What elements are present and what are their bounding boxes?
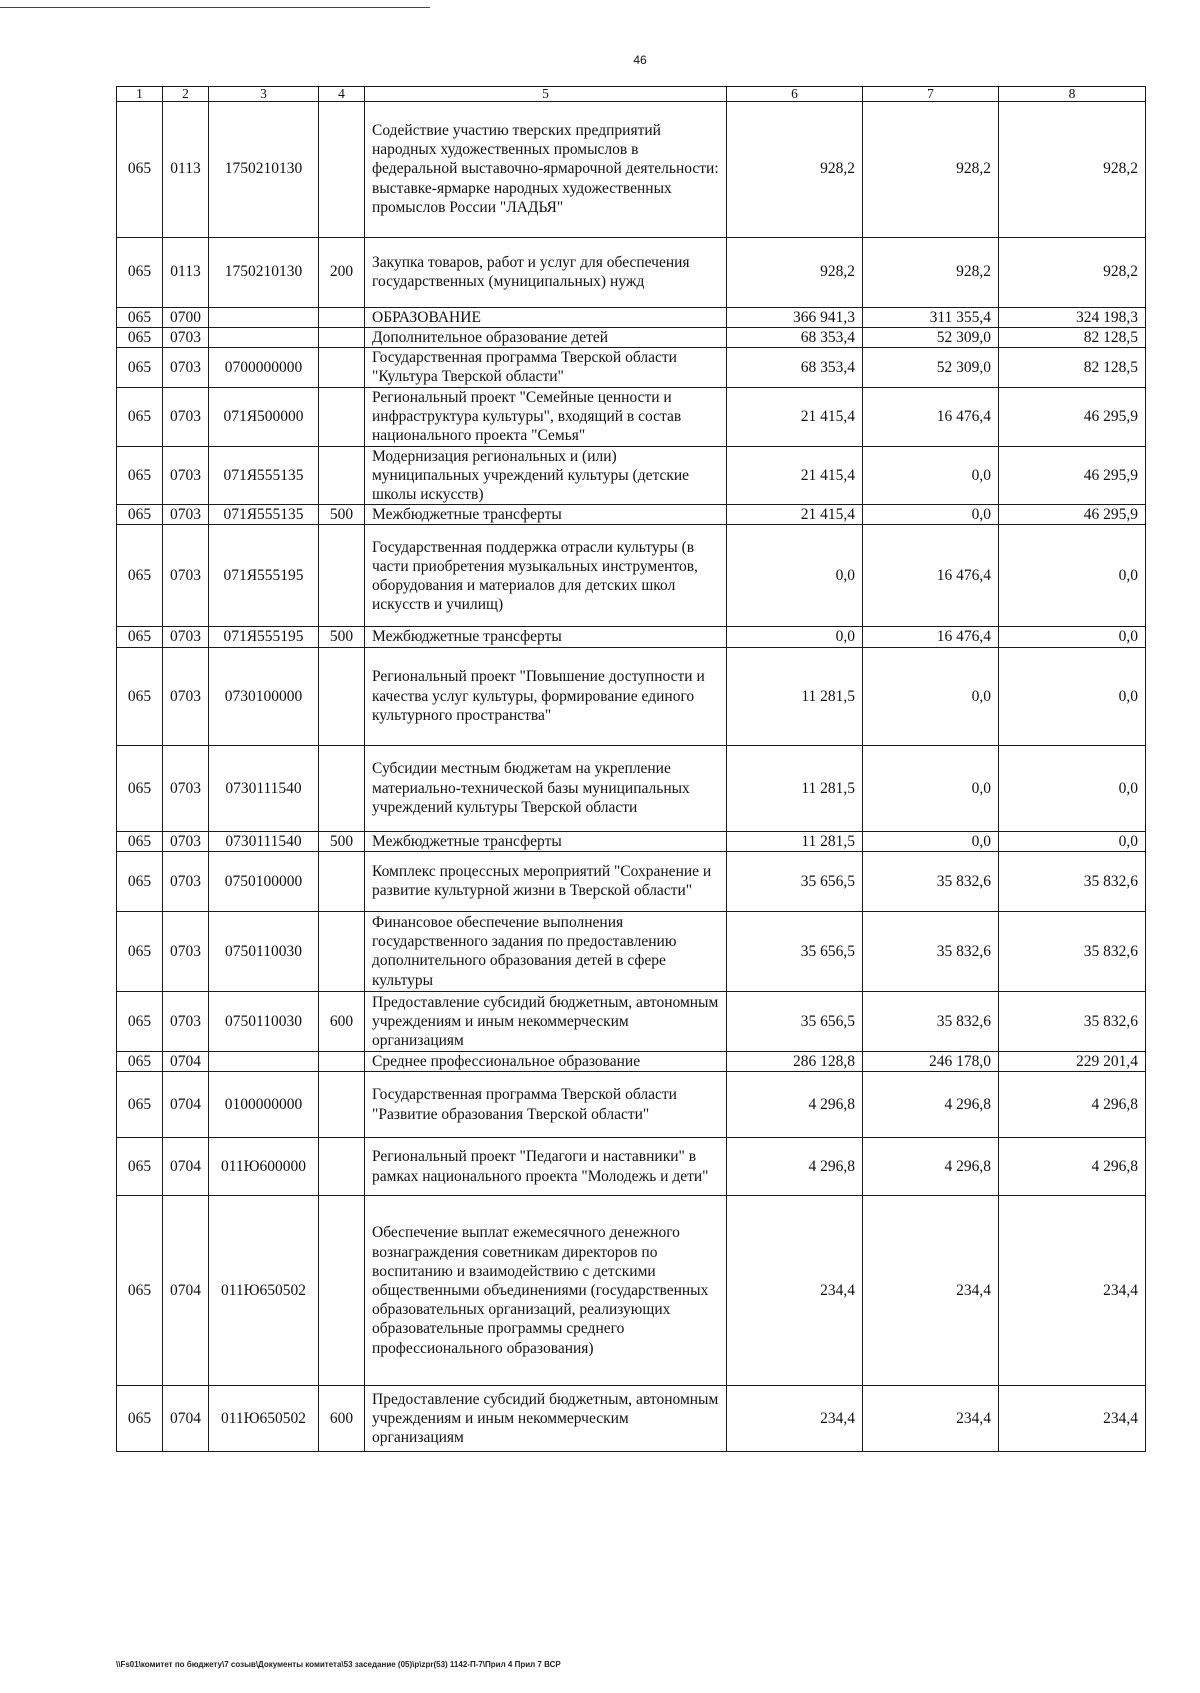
target-article-cell bbox=[209, 307, 319, 327]
amount-col8-cell: 4 296,8 bbox=[999, 1138, 1146, 1196]
admin-code-cell: 065 bbox=[117, 347, 163, 387]
section-code-cell: 0703 bbox=[163, 347, 209, 387]
amount-col8-cell: 82 128,5 bbox=[999, 327, 1146, 347]
expense-type-cell bbox=[319, 1196, 365, 1386]
section-code-cell: 0703 bbox=[163, 991, 209, 1051]
description-cell: Региональный проект "Повышение доступности и качества услуг культуры, формирование единого культурного пространства" bbox=[365, 647, 727, 745]
expense-type-cell bbox=[319, 307, 365, 327]
amount-col6-cell: 21 415,4 bbox=[727, 387, 863, 446]
table-row bbox=[117, 1072, 1146, 1138]
table-row bbox=[117, 745, 1146, 831]
section-code-cell: 0703 bbox=[163, 525, 209, 627]
table-row bbox=[117, 327, 1146, 347]
description-cell: Дополнительное образование детей bbox=[365, 327, 727, 347]
table-row bbox=[117, 627, 1146, 647]
target-article-cell: 011Ю650502 bbox=[209, 1386, 319, 1452]
admin-code-cell: 065 bbox=[117, 851, 163, 911]
target-article-cell: 0750100000 bbox=[209, 851, 319, 911]
section-code-cell: 0704 bbox=[163, 1196, 209, 1386]
admin-code-cell: 065 bbox=[117, 831, 163, 851]
target-article-cell: 0730111540 bbox=[209, 745, 319, 831]
expense-type-cell bbox=[319, 101, 365, 237]
column-header-4: 4 bbox=[319, 87, 365, 102]
admin-code-cell: 065 bbox=[117, 1386, 163, 1452]
section-code-cell: 0113 bbox=[163, 101, 209, 237]
table-body bbox=[117, 87, 1146, 1452]
description-cell: Субсидии местным бюджетам на укрепление материально-технической базы муниципальных учреждений культуры Тверской области bbox=[365, 745, 727, 831]
amount-col7-cell: 16 476,4 bbox=[863, 525, 999, 627]
target-article-cell: 071Я555195 bbox=[209, 627, 319, 647]
expense-type-cell bbox=[319, 647, 365, 745]
amount-col6-cell: 234,4 bbox=[727, 1386, 863, 1452]
amount-col6-cell: 35 656,5 bbox=[727, 851, 863, 911]
target-article-cell: 1750210130 bbox=[209, 101, 319, 237]
amount-col6-cell: 35 656,5 bbox=[727, 911, 863, 991]
section-code-cell: 0703 bbox=[163, 627, 209, 647]
amount-col6-cell: 68 353,4 bbox=[727, 327, 863, 347]
table-row bbox=[117, 991, 1146, 1051]
amount-col6-cell: 286 128,8 bbox=[727, 1051, 863, 1071]
section-code-cell: 0703 bbox=[163, 911, 209, 991]
admin-code-cell: 065 bbox=[117, 627, 163, 647]
expense-type-cell bbox=[319, 446, 365, 505]
top-rule bbox=[0, 7, 430, 8]
amount-col8-cell: 229 201,4 bbox=[999, 1051, 1146, 1071]
amount-col8-cell: 46 295,9 bbox=[999, 505, 1146, 525]
description-cell: Содействие участию тверских предприятий народных художественных промыслов в федеральной выставочно-ярмарочной деятельности: выставке-ярмарке народных художественных промыслов России "ЛАДЬЯ" bbox=[365, 101, 727, 237]
amount-col8-cell: 234,4 bbox=[999, 1386, 1146, 1452]
table-row bbox=[117, 505, 1146, 525]
amount-col8-cell: 928,2 bbox=[999, 237, 1146, 307]
table-row bbox=[117, 347, 1146, 387]
amount-col6-cell: 68 353,4 bbox=[727, 347, 863, 387]
amount-col8-cell: 0,0 bbox=[999, 525, 1146, 627]
description-cell: Предоставление субсидий бюджетным, автономным учреждениям и иным некоммерческим организациям bbox=[365, 991, 727, 1051]
expense-type-cell bbox=[319, 327, 365, 347]
target-article-cell: 0750110030 bbox=[209, 911, 319, 991]
expense-type-cell: 500 bbox=[319, 627, 365, 647]
table-row bbox=[117, 237, 1146, 307]
amount-col7-cell: 52 309,0 bbox=[863, 327, 999, 347]
amount-col8-cell: 82 128,5 bbox=[999, 347, 1146, 387]
admin-code-cell: 065 bbox=[117, 307, 163, 327]
description-cell: Межбюджетные трансферты bbox=[365, 627, 727, 647]
amount-col7-cell: 0,0 bbox=[863, 745, 999, 831]
table-header-row bbox=[117, 87, 1146, 102]
description-cell: Обеспечение выплат ежемесячного денежного вознаграждения советникам директоров по воспитанию и взаимодействию с детскими общественными объединениями (государственных образовательных организаций, реализующих образовательные программы среднего профессионального образования) bbox=[365, 1196, 727, 1386]
description-cell: ОБРАЗОВАНИЕ bbox=[365, 307, 727, 327]
target-article-cell bbox=[209, 1051, 319, 1071]
section-code-cell: 0704 bbox=[163, 1138, 209, 1196]
amount-col8-cell: 46 295,9 bbox=[999, 446, 1146, 505]
amount-col7-cell: 928,2 bbox=[863, 237, 999, 307]
admin-code-cell: 065 bbox=[117, 911, 163, 991]
amount-col8-cell: 35 832,6 bbox=[999, 851, 1146, 911]
description-cell: Межбюджетные трансферты bbox=[365, 831, 727, 851]
target-article-cell: 0730111540 bbox=[209, 831, 319, 851]
section-code-cell: 0703 bbox=[163, 505, 209, 525]
amount-col6-cell: 35 656,5 bbox=[727, 991, 863, 1051]
amount-col8-cell: 324 198,3 bbox=[999, 307, 1146, 327]
page-number: 46 bbox=[633, 53, 647, 67]
amount-col6-cell: 21 415,4 bbox=[727, 505, 863, 525]
footer-file-path: \\Fs01\комитет по бюджету\7 созыв\Документы комитета\53 заседание (05)\р\zpr(53) 1142-П-7\Прил 4 Прил 7 ВСР bbox=[116, 1660, 561, 1669]
admin-code-cell: 065 bbox=[117, 647, 163, 745]
description-cell: Государственная программа Тверской области "Культура Тверской области" bbox=[365, 347, 727, 387]
column-header-8: 8 bbox=[999, 87, 1146, 102]
section-code-cell: 0703 bbox=[163, 851, 209, 911]
amount-col7-cell: 52 309,0 bbox=[863, 347, 999, 387]
description-cell: Комплекс процессных мероприятий "Сохранение и развитие культурной жизни в Тверской области" bbox=[365, 851, 727, 911]
amount-col6-cell: 21 415,4 bbox=[727, 446, 863, 505]
column-header-7: 7 bbox=[863, 87, 999, 102]
amount-col8-cell: 234,4 bbox=[999, 1196, 1146, 1386]
amount-col7-cell: 16 476,4 bbox=[863, 387, 999, 446]
amount-col6-cell: 928,2 bbox=[727, 237, 863, 307]
expense-type-cell bbox=[319, 911, 365, 991]
column-header-6: 6 bbox=[727, 87, 863, 102]
section-code-cell: 0113 bbox=[163, 237, 209, 307]
amount-col8-cell: 0,0 bbox=[999, 831, 1146, 851]
expense-type-cell: 600 bbox=[319, 991, 365, 1051]
admin-code-cell: 065 bbox=[117, 1196, 163, 1386]
table-row bbox=[117, 851, 1146, 911]
expense-type-cell bbox=[319, 347, 365, 387]
section-code-cell: 0703 bbox=[163, 831, 209, 851]
section-code-cell: 0704 bbox=[163, 1051, 209, 1071]
budget-table bbox=[116, 86, 1146, 1452]
target-article-cell: 071Я555135 bbox=[209, 446, 319, 505]
expense-type-cell bbox=[319, 851, 365, 911]
expense-type-cell bbox=[319, 745, 365, 831]
amount-col8-cell: 0,0 bbox=[999, 627, 1146, 647]
amount-col7-cell: 928,2 bbox=[863, 101, 999, 237]
table-row bbox=[117, 831, 1146, 851]
target-article-cell bbox=[209, 327, 319, 347]
admin-code-cell: 065 bbox=[117, 1051, 163, 1071]
section-code-cell: 0704 bbox=[163, 1072, 209, 1138]
amount-col6-cell: 11 281,5 bbox=[727, 745, 863, 831]
admin-code-cell: 065 bbox=[117, 327, 163, 347]
admin-code-cell: 065 bbox=[117, 745, 163, 831]
amount-col7-cell: 35 832,6 bbox=[863, 911, 999, 991]
amount-col7-cell: 16 476,4 bbox=[863, 627, 999, 647]
amount-col6-cell: 234,4 bbox=[727, 1196, 863, 1386]
expense-type-cell bbox=[319, 1138, 365, 1196]
table-row bbox=[117, 101, 1146, 237]
admin-code-cell: 065 bbox=[117, 237, 163, 307]
section-code-cell: 0703 bbox=[163, 745, 209, 831]
amount-col7-cell: 35 832,6 bbox=[863, 991, 999, 1051]
amount-col6-cell: 366 941,3 bbox=[727, 307, 863, 327]
description-cell: Финансовое обеспечение выполнения государственного задания по предоставлению дополнительного образования детей в сфере культуры bbox=[365, 911, 727, 991]
column-header-5: 5 bbox=[365, 87, 727, 102]
table-row bbox=[117, 1196, 1146, 1386]
amount-col7-cell: 311 355,4 bbox=[863, 307, 999, 327]
amount-col8-cell: 46 295,9 bbox=[999, 387, 1146, 446]
section-code-cell: 0703 bbox=[163, 647, 209, 745]
target-article-cell: 0700000000 bbox=[209, 347, 319, 387]
expense-type-cell bbox=[319, 387, 365, 446]
target-article-cell: 071Я555135 bbox=[209, 505, 319, 525]
admin-code-cell: 065 bbox=[117, 505, 163, 525]
section-code-cell: 0703 bbox=[163, 387, 209, 446]
section-code-cell: 0703 bbox=[163, 446, 209, 505]
expense-type-cell: 500 bbox=[319, 831, 365, 851]
admin-code-cell: 065 bbox=[117, 101, 163, 237]
amount-col8-cell: 35 832,6 bbox=[999, 911, 1146, 991]
admin-code-cell: 065 bbox=[117, 446, 163, 505]
table-row bbox=[117, 1051, 1146, 1071]
table-row bbox=[117, 446, 1146, 505]
amount-col7-cell: 234,4 bbox=[863, 1196, 999, 1386]
expense-type-cell bbox=[319, 525, 365, 627]
amount-col7-cell: 0,0 bbox=[863, 446, 999, 505]
amount-col8-cell: 0,0 bbox=[999, 647, 1146, 745]
admin-code-cell: 065 bbox=[117, 991, 163, 1051]
table-row bbox=[117, 1386, 1146, 1452]
amount-col8-cell: 0,0 bbox=[999, 745, 1146, 831]
target-article-cell: 071Я500000 bbox=[209, 387, 319, 446]
column-header-2: 2 bbox=[163, 87, 209, 102]
expense-type-cell: 200 bbox=[319, 237, 365, 307]
description-cell: Государственная поддержка отрасли культуры (в части приобретения музыкальных инструментов, оборудования и материалов для детских школ искусств и училищ) bbox=[365, 525, 727, 627]
target-article-cell: 011Ю600000 bbox=[209, 1138, 319, 1196]
amount-col8-cell: 35 832,6 bbox=[999, 991, 1146, 1051]
target-article-cell: 011Ю650502 bbox=[209, 1196, 319, 1386]
description-cell: Межбюджетные трансферты bbox=[365, 505, 727, 525]
description-cell: Модернизация региональных и (или) муниципальных учреждений культуры (детские школы искусств) bbox=[365, 446, 727, 505]
description-cell: Региональный проект "Семейные ценности и инфраструктура культуры", входящий в состав национального проекта "Семья" bbox=[365, 387, 727, 446]
admin-code-cell: 065 bbox=[117, 387, 163, 446]
amount-col7-cell: 0,0 bbox=[863, 647, 999, 745]
table-row bbox=[117, 307, 1146, 327]
amount-col8-cell: 928,2 bbox=[999, 101, 1146, 237]
description-cell: Государственная программа Тверской области "Развитие образования Тверской области" bbox=[365, 1072, 727, 1138]
admin-code-cell: 065 bbox=[117, 525, 163, 627]
amount-col7-cell: 0,0 bbox=[863, 505, 999, 525]
table-row bbox=[117, 525, 1146, 627]
amount-col8-cell: 4 296,8 bbox=[999, 1072, 1146, 1138]
expense-type-cell bbox=[319, 1072, 365, 1138]
table-row bbox=[117, 1138, 1146, 1196]
target-article-cell: 0730100000 bbox=[209, 647, 319, 745]
amount-col6-cell: 928,2 bbox=[727, 101, 863, 237]
amount-col6-cell: 0,0 bbox=[727, 525, 863, 627]
description-cell: Закупка товаров, работ и услуг для обеспечения государственных (муниципальных) нужд bbox=[365, 237, 727, 307]
expense-type-cell: 500 bbox=[319, 505, 365, 525]
target-article-cell: 0750110030 bbox=[209, 991, 319, 1051]
section-code-cell: 0704 bbox=[163, 1386, 209, 1452]
target-article-cell: 1750210130 bbox=[209, 237, 319, 307]
description-cell: Среднее профессиональное образование bbox=[365, 1051, 727, 1071]
amount-col6-cell: 11 281,5 bbox=[727, 647, 863, 745]
amount-col7-cell: 0,0 bbox=[863, 831, 999, 851]
amount-col7-cell: 4 296,8 bbox=[863, 1138, 999, 1196]
column-header-1: 1 bbox=[117, 87, 163, 102]
amount-col7-cell: 35 832,6 bbox=[863, 851, 999, 911]
table-row bbox=[117, 647, 1146, 745]
amount-col7-cell: 246 178,0 bbox=[863, 1051, 999, 1071]
target-article-cell: 0100000000 bbox=[209, 1072, 319, 1138]
expense-type-cell bbox=[319, 1051, 365, 1071]
admin-code-cell: 065 bbox=[117, 1072, 163, 1138]
description-cell: Предоставление субсидий бюджетным, автономным учреждениям и иным некоммерческим организациям bbox=[365, 1386, 727, 1452]
description-cell: Региональный проект "Педагоги и наставники" в рамках национального проекта "Молодежь и дети" bbox=[365, 1138, 727, 1196]
table-row bbox=[117, 387, 1146, 446]
amount-col7-cell: 234,4 bbox=[863, 1386, 999, 1452]
amount-col7-cell: 4 296,8 bbox=[863, 1072, 999, 1138]
expense-type-cell: 600 bbox=[319, 1386, 365, 1452]
admin-code-cell: 065 bbox=[117, 1138, 163, 1196]
target-article-cell: 071Я555195 bbox=[209, 525, 319, 627]
amount-col6-cell: 0,0 bbox=[727, 627, 863, 647]
amount-col6-cell: 11 281,5 bbox=[727, 831, 863, 851]
amount-col6-cell: 4 296,8 bbox=[727, 1072, 863, 1138]
section-code-cell: 0703 bbox=[163, 327, 209, 347]
table-row bbox=[117, 911, 1146, 991]
column-header-3: 3 bbox=[209, 87, 319, 102]
section-code-cell: 0700 bbox=[163, 307, 209, 327]
amount-col6-cell: 4 296,8 bbox=[727, 1138, 863, 1196]
